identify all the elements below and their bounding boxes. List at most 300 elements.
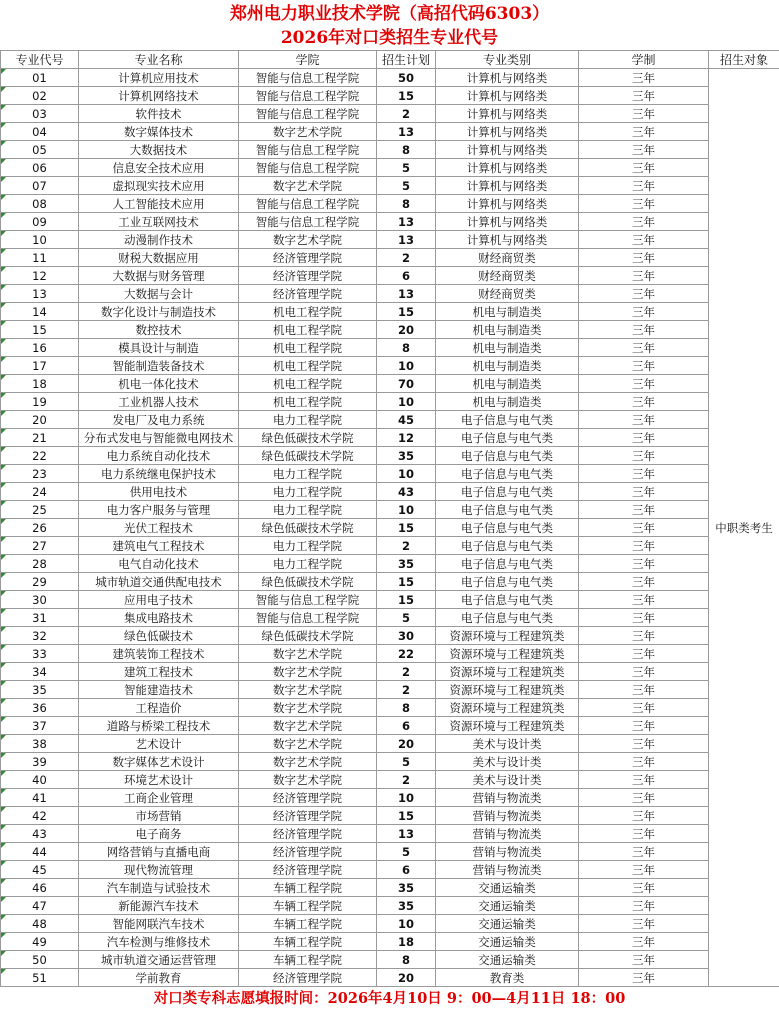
major-category-cell: 电子信息与电气类 [436,501,579,519]
major-category-cell: 机电与制造类 [436,357,579,375]
major-category-cell: 计算机与网络类 [436,213,579,231]
table-row [1,681,779,699]
duration-cell: 三年 [579,753,709,771]
table-row [1,843,779,861]
major-name-cell: 大数据与会计 [79,285,239,303]
duration-cell: 三年 [579,69,709,87]
header-name: 专业名称 [79,51,239,69]
major-category-cell: 交通运输类 [436,933,579,951]
major-name-cell: 道路与桥梁工程技术 [79,717,239,735]
major-category-cell: 电子信息与电气类 [436,537,579,555]
major-name-cell: 数字化设计与制造技术 [79,303,239,321]
major-category-cell: 计算机与网络类 [436,69,579,87]
major-code-cell: 17 [1,357,79,375]
duration-cell: 三年 [579,177,709,195]
header-college: 学院 [239,51,377,69]
major-name-cell: 软件技术 [79,105,239,123]
table-row [1,375,779,393]
major-name-cell: 绿色低碳技术 [79,627,239,645]
major-code-cell: 48 [1,915,79,933]
major-name-cell: 虚拟现实技术应用 [79,177,239,195]
major-code-cell: 14 [1,303,79,321]
major-code-cell: 18 [1,375,79,393]
major-category-cell: 资源环境与工程建筑类 [436,699,579,717]
college-cell: 经济管理学院 [239,861,377,879]
major-code-cell: 31 [1,609,79,627]
major-category-cell: 电子信息与电气类 [436,591,579,609]
major-category-cell: 资源环境与工程建筑类 [436,663,579,681]
duration-cell: 三年 [579,951,709,969]
duration-cell: 三年 [579,789,709,807]
enrollment-plan-cell: 15 [377,591,436,609]
table-row [1,573,779,591]
major-category-cell: 机电与制造类 [436,393,579,411]
table-row [1,321,779,339]
table-row [1,933,779,951]
major-code-cell: 50 [1,951,79,969]
major-category-cell: 计算机与网络类 [436,141,579,159]
enrollment-plan-cell: 8 [377,951,436,969]
duration-cell: 三年 [579,933,709,951]
enrollment-plan-cell: 2 [377,663,436,681]
duration-cell: 三年 [579,213,709,231]
major-name-cell: 大数据与财务管理 [79,267,239,285]
college-cell: 智能与信息工程学院 [239,69,377,87]
page-subtitle: 2026年对口类招生专业代号 [280,28,499,48]
college-cell: 机电工程学院 [239,303,377,321]
application-time-notice: 对口类专科志愿填报时间：2026年4月10日 9：00—4月11日 18：00 [153,990,626,1007]
duration-cell: 三年 [579,645,709,663]
major-category-cell: 营销与物流类 [436,861,579,879]
major-name-cell: 供用电技术 [79,483,239,501]
duration-cell: 三年 [579,303,709,321]
enrollment-plan-cell: 5 [377,843,436,861]
college-cell: 经济管理学院 [239,789,377,807]
enrollment-plan-cell: 30 [377,627,436,645]
college-cell: 绿色低碳技术学院 [239,429,377,447]
college-cell: 车辆工程学院 [239,951,377,969]
duration-cell: 三年 [579,663,709,681]
enrollment-plan-cell: 15 [377,573,436,591]
duration-cell: 三年 [579,123,709,141]
major-code-cell: 38 [1,735,79,753]
major-category-cell: 美术与设计类 [436,771,579,789]
major-code-cell: 40 [1,771,79,789]
major-name-cell: 人工智能技术应用 [79,195,239,213]
enrollment-plan-cell: 18 [377,933,436,951]
enrollment-plan-cell: 10 [377,789,436,807]
major-code-cell: 13 [1,285,79,303]
duration-cell: 三年 [579,519,709,537]
college-cell: 电力工程学院 [239,465,377,483]
duration-cell: 三年 [579,141,709,159]
enrollment-plan-cell: 10 [377,357,436,375]
college-cell: 车辆工程学院 [239,915,377,933]
enrollment-plan-cell: 20 [377,735,436,753]
college-cell: 数字艺术学院 [239,699,377,717]
major-name-cell: 机电一体化技术 [79,375,239,393]
major-category-cell: 计算机与网络类 [436,159,579,177]
college-cell: 机电工程学院 [239,321,377,339]
table-row [1,249,779,267]
enrollment-plan-cell: 15 [377,303,436,321]
major-code-cell: 32 [1,627,79,645]
enrollment-plan-cell: 8 [377,195,436,213]
college-cell: 电力工程学院 [239,411,377,429]
college-cell: 机电工程学院 [239,375,377,393]
table-row [1,969,779,987]
duration-cell: 三年 [579,411,709,429]
major-code-cell: 34 [1,663,79,681]
header-target: 招生对象 [709,51,779,69]
major-name-cell: 电力客户服务与管理 [79,501,239,519]
enrollment-plan-cell: 35 [377,897,436,915]
major-name-cell: 数字媒体艺术设计 [79,753,239,771]
college-cell: 智能与信息工程学院 [239,213,377,231]
enrollment-plan-cell: 6 [377,267,436,285]
table-row [1,231,779,249]
major-category-cell: 电子信息与电气类 [436,429,579,447]
header-code: 专业代号 [1,51,79,69]
major-code-cell: 09 [1,213,79,231]
duration-cell: 三年 [579,105,709,123]
table-row [1,141,779,159]
major-category-cell: 计算机与网络类 [436,195,579,213]
major-name-cell: 市场营销 [79,807,239,825]
college-cell: 智能与信息工程学院 [239,105,377,123]
college-cell: 电力工程学院 [239,483,377,501]
major-name-cell: 数控技术 [79,321,239,339]
enrollment-plan-cell: 70 [377,375,436,393]
college-cell: 数字艺术学院 [239,771,377,789]
major-code-cell: 22 [1,447,79,465]
major-code-cell: 36 [1,699,79,717]
enrollment-plan-cell: 2 [377,105,436,123]
table-row [1,555,779,573]
college-cell: 绿色低碳技术学院 [239,573,377,591]
major-category-cell: 资源环境与工程建筑类 [436,627,579,645]
major-name-cell: 电子商务 [79,825,239,843]
table-row [1,771,779,789]
major-category-cell: 电子信息与电气类 [436,573,579,591]
major-name-cell: 电力系统继电保护技术 [79,465,239,483]
college-cell: 绿色低碳技术学院 [239,447,377,465]
major-category-cell: 计算机与网络类 [436,177,579,195]
table-row [1,177,779,195]
major-code-cell: 01 [1,69,79,87]
major-name-cell: 学前教育 [79,969,239,987]
major-code-cell: 20 [1,411,79,429]
duration-cell: 三年 [579,483,709,501]
table-row [1,825,779,843]
duration-cell: 三年 [579,87,709,105]
table-row [1,645,779,663]
enrollment-plan-cell: 8 [377,141,436,159]
major-category-cell: 电子信息与电气类 [436,519,579,537]
major-name-cell: 智能建造技术 [79,681,239,699]
major-name-cell: 应用电子技术 [79,591,239,609]
table-row [1,393,779,411]
major-code-cell: 43 [1,825,79,843]
major-code-cell: 02 [1,87,79,105]
duration-cell: 三年 [579,249,709,267]
college-cell: 智能与信息工程学院 [239,87,377,105]
major-name-cell: 网络营销与直播电商 [79,843,239,861]
major-code-cell: 19 [1,393,79,411]
table-row [1,339,779,357]
college-cell: 数字艺术学院 [239,753,377,771]
major-category-cell: 计算机与网络类 [436,105,579,123]
duration-cell: 三年 [579,771,709,789]
enrollment-plan-cell: 13 [377,213,436,231]
major-name-cell: 计算机应用技术 [79,69,239,87]
table-row [1,105,779,123]
college-cell: 数字艺术学院 [239,231,377,249]
enrollment-plan-cell: 43 [377,483,436,501]
enrollment-plan-cell: 35 [377,555,436,573]
duration-cell: 三年 [579,195,709,213]
major-code-cell: 27 [1,537,79,555]
enrollment-plan-cell: 13 [377,285,436,303]
major-name-cell: 数字媒体技术 [79,123,239,141]
major-code-cell: 45 [1,861,79,879]
table-row [1,609,779,627]
major-category-cell: 资源环境与工程建筑类 [436,681,579,699]
enrollment-plan-cell: 35 [377,879,436,897]
college-cell: 车辆工程学院 [239,933,377,951]
major-code-cell: 21 [1,429,79,447]
major-name-cell: 模具设计与制造 [79,339,239,357]
major-name-cell: 现代物流管理 [79,861,239,879]
majors-table [0,50,779,987]
major-category-cell: 机电与制造类 [436,375,579,393]
duration-cell: 三年 [579,285,709,303]
major-category-cell: 计算机与网络类 [436,123,579,141]
header-duration: 学制 [579,51,709,69]
table-row [1,861,779,879]
duration-cell: 三年 [579,429,709,447]
page-title: 郑州电力职业技术学院（高招代码6303） [229,4,550,24]
duration-cell: 三年 [579,807,709,825]
major-code-cell: 33 [1,645,79,663]
enrollment-plan-cell: 10 [377,465,436,483]
table-row [1,879,779,897]
college-cell: 机电工程学院 [239,357,377,375]
enrollment-plan-cell: 8 [377,699,436,717]
major-category-cell: 营销与物流类 [436,825,579,843]
college-cell: 车辆工程学院 [239,879,377,897]
table-row [1,501,779,519]
duration-cell: 三年 [579,591,709,609]
major-category-cell: 电子信息与电气类 [436,447,579,465]
target-students-cell: 中职类考生 [709,69,779,987]
major-name-cell: 发电厂及电力系统 [79,411,239,429]
table-row [1,519,779,537]
major-name-cell: 智能制造装备技术 [79,357,239,375]
college-cell: 数字艺术学院 [239,717,377,735]
college-cell: 经济管理学院 [239,249,377,267]
major-category-cell: 交通运输类 [436,951,579,969]
college-cell: 机电工程学院 [239,393,377,411]
duration-cell: 三年 [579,717,709,735]
major-category-cell: 计算机与网络类 [436,231,579,249]
enrollment-plan-cell: 5 [377,177,436,195]
enrollment-plan-cell: 2 [377,681,436,699]
enrollment-plan-cell: 8 [377,339,436,357]
major-name-cell: 集成电路技术 [79,609,239,627]
duration-cell: 三年 [579,897,709,915]
major-code-cell: 06 [1,159,79,177]
major-name-cell: 建筑工程技术 [79,663,239,681]
major-code-cell: 46 [1,879,79,897]
major-code-cell: 42 [1,807,79,825]
enrollment-plan-cell: 2 [377,771,436,789]
duration-cell: 三年 [579,447,709,465]
duration-cell: 三年 [579,357,709,375]
table-row [1,87,779,105]
enrollment-plan-cell: 10 [377,501,436,519]
table-row [1,537,779,555]
major-category-cell: 营销与物流类 [436,807,579,825]
major-code-cell: 16 [1,339,79,357]
table-header-row [1,51,779,69]
table-row [1,69,779,87]
major-code-cell: 39 [1,753,79,771]
major-code-cell: 15 [1,321,79,339]
enrollment-plan-cell: 5 [377,609,436,627]
major-category-cell: 营销与物流类 [436,789,579,807]
major-code-cell: 44 [1,843,79,861]
major-category-cell: 计算机与网络类 [436,87,579,105]
enrollment-plan-cell: 35 [377,447,436,465]
major-code-cell: 08 [1,195,79,213]
duration-cell: 三年 [579,267,709,285]
enrollment-plan-cell: 50 [377,69,436,87]
major-name-cell: 智能网联汽车技术 [79,915,239,933]
major-category-cell: 机电与制造类 [436,321,579,339]
enrollment-plan-cell: 15 [377,519,436,537]
college-cell: 电力工程学院 [239,537,377,555]
duration-cell: 三年 [579,861,709,879]
table-row [1,627,779,645]
college-cell: 绿色低碳技术学院 [239,519,377,537]
enrollment-plan-cell: 22 [377,645,436,663]
major-name-cell: 城市轨道交通供配电技术 [79,573,239,591]
major-name-cell: 城市轨道交通运营管理 [79,951,239,969]
major-category-cell: 电子信息与电气类 [436,411,579,429]
college-cell: 经济管理学院 [239,807,377,825]
duration-cell: 三年 [579,627,709,645]
major-code-cell: 37 [1,717,79,735]
major-name-cell: 艺术设计 [79,735,239,753]
major-category-cell: 财经商贸类 [436,249,579,267]
enrollment-plan-cell: 10 [377,915,436,933]
major-name-cell: 工业机器人技术 [79,393,239,411]
table-row [1,465,779,483]
college-cell: 数字艺术学院 [239,123,377,141]
major-name-cell: 动漫制作技术 [79,231,239,249]
college-cell: 电力工程学院 [239,555,377,573]
college-cell: 数字艺术学院 [239,735,377,753]
major-name-cell: 电气自动化技术 [79,555,239,573]
major-code-cell: 04 [1,123,79,141]
college-cell: 智能与信息工程学院 [239,195,377,213]
college-cell: 经济管理学院 [239,969,377,987]
table-row [1,483,779,501]
enrollment-plan-cell: 2 [377,537,436,555]
table-row [1,663,779,681]
major-name-cell: 财税大数据应用 [79,249,239,267]
enrollment-plan-cell: 13 [377,231,436,249]
duration-cell: 三年 [579,843,709,861]
enrollment-plan-cell: 10 [377,393,436,411]
major-category-cell: 电子信息与电气类 [436,609,579,627]
major-name-cell: 工商企业管理 [79,789,239,807]
major-category-cell: 交通运输类 [436,879,579,897]
duration-cell: 三年 [579,375,709,393]
college-cell: 车辆工程学院 [239,897,377,915]
enrollment-plan-cell: 2 [377,249,436,267]
major-code-cell: 35 [1,681,79,699]
table-row [1,429,779,447]
table-row [1,123,779,141]
enrollment-plan-cell: 12 [377,429,436,447]
table-row [1,195,779,213]
college-cell: 数字艺术学院 [239,681,377,699]
college-cell: 经济管理学院 [239,285,377,303]
major-code-cell: 47 [1,897,79,915]
major-category-cell: 美术与设计类 [436,753,579,771]
table-row [1,447,779,465]
major-code-cell: 28 [1,555,79,573]
duration-cell: 三年 [579,735,709,753]
major-category-cell: 电子信息与电气类 [436,465,579,483]
enrollment-plan-cell: 13 [377,123,436,141]
major-code-cell: 07 [1,177,79,195]
college-cell: 数字艺术学院 [239,177,377,195]
table-row [1,699,779,717]
major-category-cell: 机电与制造类 [436,303,579,321]
duration-cell: 三年 [579,321,709,339]
college-cell: 经济管理学院 [239,843,377,861]
major-code-cell: 23 [1,465,79,483]
table-row [1,807,779,825]
major-name-cell: 工程造价 [79,699,239,717]
college-cell: 机电工程学院 [239,339,377,357]
table-row [1,267,779,285]
duration-cell: 三年 [579,825,709,843]
enrollment-plan-cell: 20 [377,969,436,987]
major-name-cell: 建筑装饰工程技术 [79,645,239,663]
major-category-cell: 交通运输类 [436,915,579,933]
duration-cell: 三年 [579,537,709,555]
major-category-cell: 电子信息与电气类 [436,483,579,501]
duration-cell: 三年 [579,879,709,897]
college-cell: 经济管理学院 [239,267,377,285]
major-code-cell: 30 [1,591,79,609]
college-cell: 智能与信息工程学院 [239,609,377,627]
duration-cell: 三年 [579,699,709,717]
major-code-cell: 41 [1,789,79,807]
table-row [1,285,779,303]
major-name-cell: 建筑电气工程技术 [79,537,239,555]
table-row [1,951,779,969]
major-name-cell: 电力系统自动化技术 [79,447,239,465]
enrollment-plan-cell: 6 [377,717,436,735]
major-name-cell: 大数据技术 [79,141,239,159]
major-name-cell: 计算机网络技术 [79,87,239,105]
college-cell: 智能与信息工程学院 [239,591,377,609]
